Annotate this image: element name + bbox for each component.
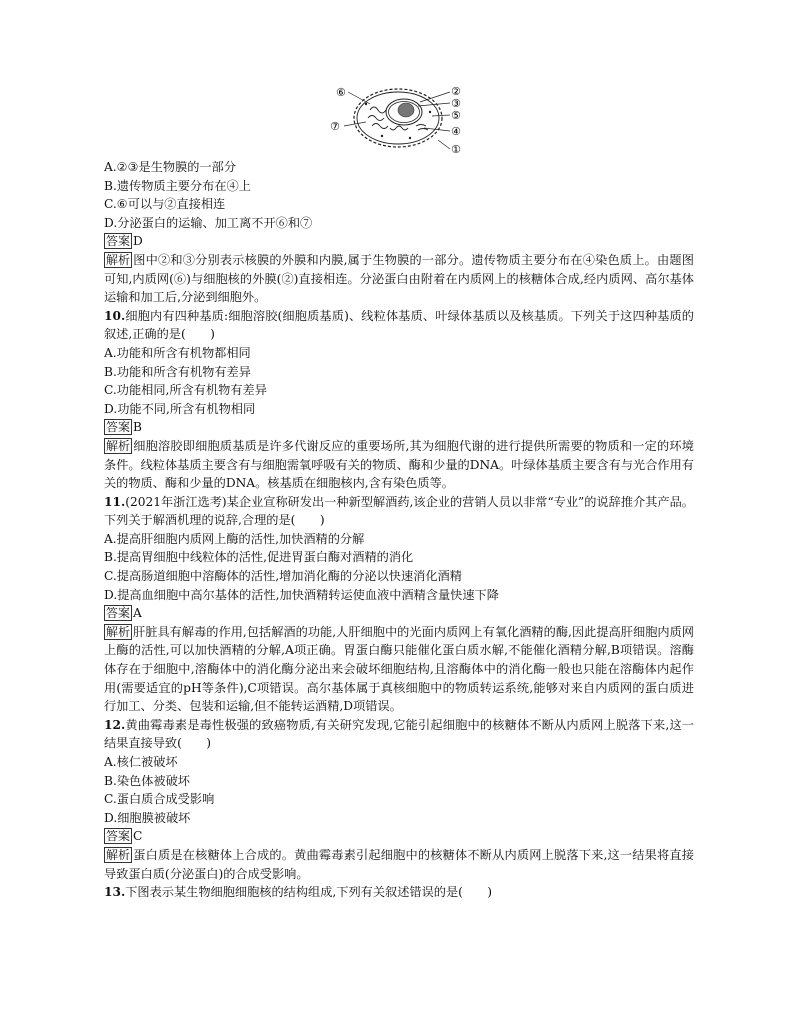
q10-analysis bbox=[104, 437, 694, 493]
q11-option-c: C.提高肠道细胞中溶酶体的活性,增加消化酶的分泌以快速消化酒精 bbox=[104, 569, 462, 584]
q10-stem bbox=[104, 307, 694, 344]
cell-structure-diagram bbox=[320, 82, 480, 160]
answer-tag: 答案 bbox=[106, 420, 131, 435]
analysis-tag: 解析 bbox=[106, 624, 131, 639]
analysis-tag: 解析 bbox=[106, 252, 131, 267]
q12-analysis bbox=[104, 846, 694, 883]
q11-stem-text: (2021年浙江选考)某企业宣称研发出一种新型解酒药,该企业的营销人员以非常“专业”的说辞推介其产品。下列关于解酒机理的说辞,合理的是( ) bbox=[104, 494, 694, 528]
q9-option-b: B.遗传物质主要分布在④上 bbox=[104, 178, 251, 193]
q10-stem-text: 细胞内有四种基质:细胞溶胶(细胞质基质)、线粒体基质、叶绿体基质以及核基质。下列关于这四种基质的叙述,正确的是( ) bbox=[104, 308, 694, 342]
cell-diagram-svg bbox=[320, 82, 480, 160]
q12-answer-value: C bbox=[133, 829, 143, 844]
q11-option-d: D.提高血细胞中高尔基体的活性,加快酒精转运使血液中酒精含量快速下降 bbox=[104, 587, 499, 602]
q10-option-c: C.功能相同,所含有机物有差异 bbox=[104, 383, 267, 398]
question-content bbox=[104, 158, 694, 902]
q11-answer bbox=[104, 604, 694, 623]
q12-option-a: A.核仁被破坏 bbox=[104, 755, 178, 769]
analysis-tag: 解析 bbox=[106, 847, 131, 862]
label-3: ③ bbox=[451, 97, 461, 110]
q12-number: 12. bbox=[104, 717, 126, 732]
label-2: ② bbox=[451, 85, 461, 98]
label-1: ① bbox=[451, 143, 461, 156]
answer-tag: 答案 bbox=[106, 829, 131, 844]
q10-option-a: A.功能和所含有机物都相同 bbox=[104, 345, 251, 360]
label-7: ⑦ bbox=[330, 120, 340, 133]
answer-tag: 答案 bbox=[106, 606, 131, 621]
q10-option-d: D.功能不同,所含有机物相同 bbox=[104, 401, 256, 416]
q11-number: 11. bbox=[104, 494, 126, 509]
q12-option-d: D.细胞膜被破坏 bbox=[104, 810, 191, 825]
answer-tag: 答案 bbox=[106, 234, 131, 249]
q9-option-a: A.②③是生物膜的一部分 bbox=[104, 160, 237, 174]
q13-stem-text: 下图表示某生物细胞细胞核的结构组成,下列有关叙述错误的是( ) bbox=[125, 885, 493, 900]
q9-analysis bbox=[104, 251, 694, 307]
q11-analysis-text: 肝脏具有解毒的作用,包括解酒的功能,人肝细胞中的光面内质网上有氧化酒精的酶,因此提高肝细胞内质网上酶的活性,可以加快酒精的分解,A项正确。胃蛋白酶只能催化蛋白质水解,不能催化酒精分解,B项错误。溶酶体存在于细胞中,溶酶体中的消化酶分泌出来会破坏细胞结构,且溶酶体中的消化酶一般也只能在溶酶体内起作用(需要适宜的pH等条件),C项错误。高尔基体属于真核细胞中的物质转运系统,能够对来自内质网的蛋白质进行加工、分类、包装和运输,但不能转运酒精,D项错误。 bbox=[104, 624, 694, 714]
q12-answer bbox=[104, 827, 694, 846]
q12-stem bbox=[104, 716, 694, 753]
label-4: ④ bbox=[451, 125, 461, 138]
q9-answer bbox=[104, 232, 694, 251]
q10-answer-value: B bbox=[133, 420, 142, 435]
q11-option-b: B.提高胃细胞中线粒体的活性,促进胃蛋白酶对酒精的消化 bbox=[104, 550, 414, 565]
q13-stem bbox=[104, 883, 694, 902]
q12-option-c: C.蛋白质合成受影响 bbox=[104, 792, 215, 807]
analysis-tag: 解析 bbox=[106, 438, 131, 453]
q11-answer-value: A bbox=[133, 606, 142, 621]
q9-option-c: C.⑥可以与②直接相连 bbox=[104, 197, 226, 212]
q9-answer-value: D bbox=[133, 234, 143, 249]
label-5: ⑤ bbox=[451, 109, 461, 122]
q9-analysis-text: 图中②和③分别表示核膜的外膜和内膜,属于生物膜的一部分。遗传物质主要分布在④染色质上。由题图可知,内质网(⑥)与细胞核的外膜(②)直接相连。分泌蛋白由附着在内质网上的核糖体合成,经内质网、高尔基体运输和加工后,分泌到细胞外。 bbox=[104, 252, 694, 305]
q11-stem bbox=[104, 493, 694, 530]
q12-analysis-text: 蛋白质是在核糖体上合成的。黄曲霉毒素引起细胞中的核糖体不断从内质网上脱落下来,这一结果将直接导致蛋白质(分泌蛋白)的合成受影响。 bbox=[104, 847, 694, 881]
q12-option-b: B.染色体被破坏 bbox=[104, 773, 190, 788]
label-6: ⑥ bbox=[336, 86, 346, 99]
q10-number: 10. bbox=[104, 308, 126, 323]
q12-stem-text: 黄曲霉毒素是毒性极强的致癌物质,有关研究发现,它能引起细胞中的核糖体不断从内质网上脱落下来,这一结果直接导致( ) bbox=[104, 717, 694, 751]
q11-option-a: A.提高肝细胞内质网上酶的活性,加快酒精的分解 bbox=[104, 531, 365, 546]
q9-option-d: D.分泌蛋白的运输、加工离不开⑥和⑦ bbox=[104, 215, 313, 230]
q13-number: 13. bbox=[104, 885, 126, 900]
q10-answer bbox=[104, 418, 694, 437]
q11-analysis bbox=[104, 623, 694, 716]
q10-option-b: B.功能和所含有机物有差异 bbox=[104, 364, 251, 379]
q10-analysis-text: 细胞溶胶即细胞质基质是许多代谢反应的重要场所,其为细胞代谢的进行提供所需要的物质和一定的环境条件。线粒体基质主要含有与细胞需氧呼吸有关的物质、酶和少量的DNA。叶绿体基质主要含有与光合作用有关的物质、酶和少量的DNA。核基质在细胞核内,含有染色质等。 bbox=[104, 438, 694, 491]
